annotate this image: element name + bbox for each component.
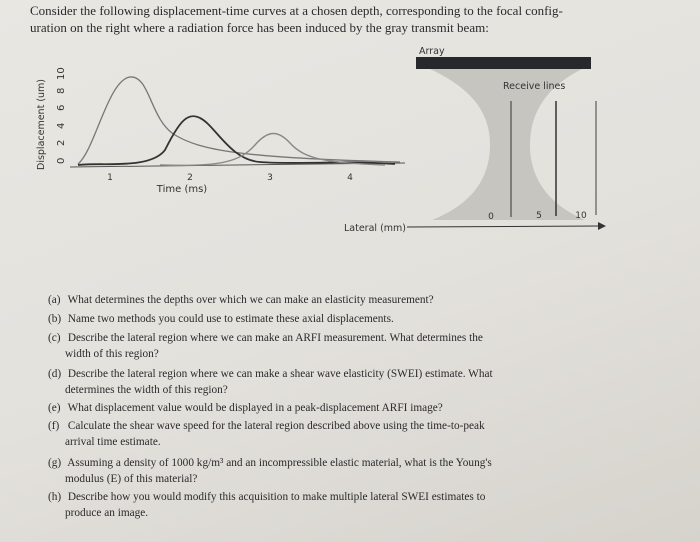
question-text: Describe the lateral region where we can make an ARFI measurement. What determines the [67,332,483,344]
question-label: (e) [48,402,61,414]
x-tick: 1 [107,173,113,183]
question-text-cont: arrival time estimate. [65,436,161,448]
question-f [48,418,618,450]
question-e [48,400,618,416]
y-tick-labels [56,67,67,164]
question-a [48,292,618,308]
lateral-axis-label: Lateral (mm) [344,223,406,234]
question-text: Describe the lateral region where we can make a shear wave elasticity (SWEI) estimate. What [67,368,493,380]
question-text-cont: produce an image. [65,507,149,519]
lateral-tick: 10 [575,211,587,221]
lateral-axis [407,226,600,227]
y-tick: 2 [56,139,67,146]
question-label: (f) [48,420,60,432]
intro-line-1: Consider the following displacement-time curves at a chosen depth, corresponding to the focal config- [30,3,563,18]
question-h [48,489,618,521]
question-label: (d) [48,368,62,380]
question-text: Describe how you would modify this acquisition to make multiple lateral SWEI estimates to [67,491,486,503]
question-text: What displacement value would be displayed in a peak-displacement ARFI image? [67,402,443,414]
question-b [48,311,618,327]
question-label: (h) [48,491,62,503]
x-tick: 2 [187,173,193,183]
question-text-cont: determines the width of this region? [65,384,228,396]
y-tick: 8 [56,87,67,94]
transducer-array [416,57,591,69]
question-label: (g) [48,457,62,469]
x-tick: 3 [267,173,273,183]
receive-lines-label: Receive lines [503,81,566,92]
y-tick: 4 [56,122,67,129]
question-label: (b) [48,313,62,325]
curve-lateral-0 [78,77,400,164]
arrow-head-icon [598,222,606,230]
y-tick: 6 [56,104,67,111]
intro-line-2: uration on the right where a radiation force has been induced by the gray transmit beam: [30,20,489,35]
question-label: (a) [48,294,61,306]
question-label: (c) [48,332,61,344]
displacement-time-plot [36,67,405,195]
y-tick: 0 [56,157,67,164]
question-text-cont: width of this region? [65,348,159,360]
question-text: Assuming a density of 1000 kg/m³ and an incompressible elastic material, what is the Young's [67,457,492,469]
y-axis-label: Displacement (um) [36,78,47,170]
beam-diagram [344,46,606,234]
array-label: Array [419,46,445,57]
lateral-tick: 0 [488,212,494,222]
question-text: What determines the depths over which we can make an elasticity measurement? [67,294,434,306]
lateral-tick: 5 [536,211,542,221]
question-text: Calculate the shear wave speed for the lateral region described above using the time-to-peak [67,420,485,432]
x-axis-label: Time (ms) [156,184,208,195]
question-g [48,455,618,487]
question-text-cont: modulus (E) of this material? [65,473,198,485]
question-text: Name two methods you could use to estimate these axial displacements. [67,313,394,325]
question-d [48,366,618,398]
question-c [48,330,618,362]
x-tick: 4 [347,173,353,183]
y-tick: 10 [56,67,67,80]
